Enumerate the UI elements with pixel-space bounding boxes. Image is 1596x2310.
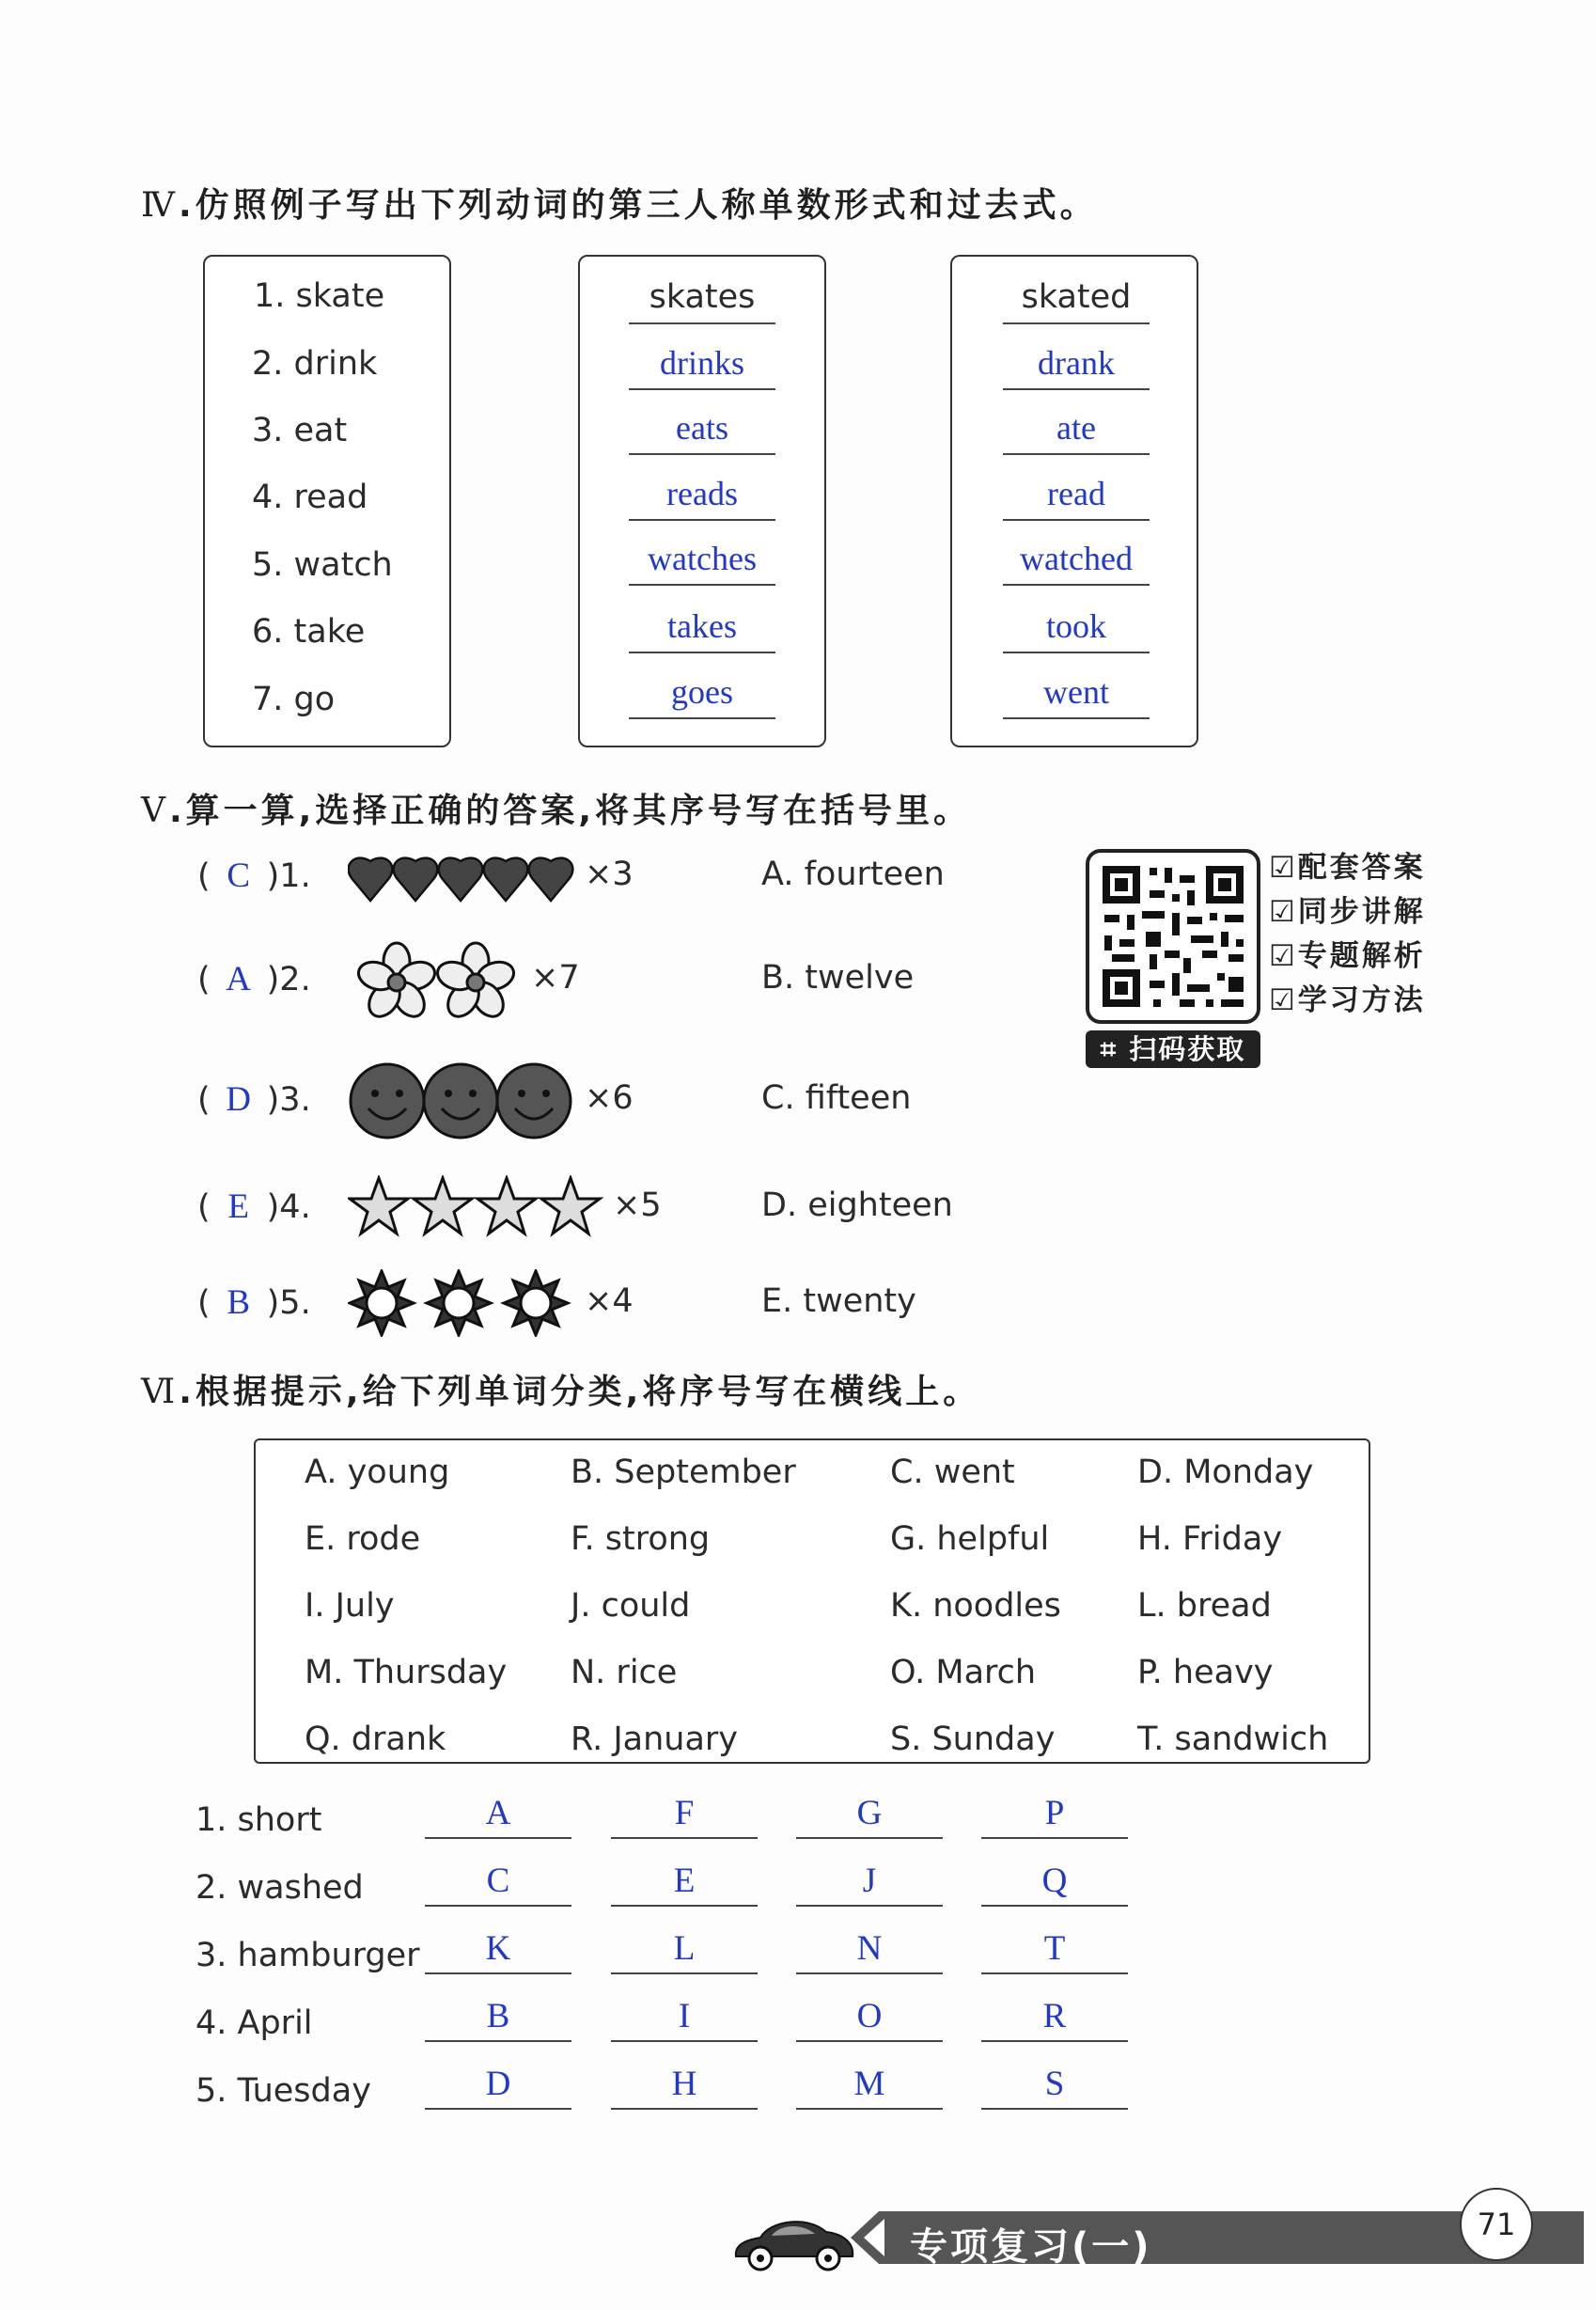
question-2-mult: ×7: [531, 959, 580, 997]
option-a: A. fourteen: [761, 856, 945, 893]
option-c: C. fifteen: [761, 1079, 912, 1117]
question-3: ( D )3.: [197, 1080, 311, 1119]
qr-feature-4: ☑学习方法: [1269, 983, 1426, 1017]
verb-2: 2. drink: [252, 345, 378, 383]
hearts-icon: [348, 850, 578, 904]
answer-blank[interactable]: F: [611, 1790, 758, 1839]
past-6[interactable]: took: [1001, 601, 1151, 653]
option-d: D. eighteen: [761, 1186, 953, 1224]
answer-blank[interactable]: A: [425, 1790, 571, 1839]
answer-2[interactable]: A: [226, 960, 252, 998]
answer-blank[interactable]: N: [796, 1925, 943, 1974]
answer-3[interactable]: D: [226, 1080, 252, 1119]
question-5-mult: ×4: [585, 1282, 634, 1320]
qr-feature-3: ☑专题解析: [1269, 939, 1426, 973]
question-5: ( B )5.: [197, 1283, 311, 1322]
word: E. rode: [305, 1520, 421, 1558]
check-icon: ☑: [1269, 939, 1298, 973]
section5-title: [141, 784, 971, 832]
answer-blank[interactable]: E: [611, 1858, 758, 1907]
section5-title-text: .算一算,选择正确的答案,将其序号写在括号里。: [169, 792, 972, 830]
section4-title: [141, 179, 1098, 227]
past-2[interactable]: drank: [1001, 338, 1151, 390]
qr-feature-1: ☑配套答案: [1269, 851, 1426, 885]
third-person-2[interactable]: drinks: [627, 338, 777, 390]
word: Q. drank: [305, 1721, 446, 1758]
scan-button[interactable]: ⌗ 扫码获取: [1086, 1030, 1260, 1068]
section5-numeral: Ⅴ: [141, 792, 165, 830]
answer-blank[interactable]: P: [981, 1790, 1128, 1839]
past-1: skated: [1001, 272, 1151, 324]
word: F. strong: [571, 1520, 711, 1558]
answer-blank[interactable]: I: [611, 1993, 758, 2042]
third-person-box: [578, 255, 826, 747]
word: D. Monday: [1137, 1454, 1314, 1491]
word: O. March: [890, 1654, 1037, 1691]
word: H. Friday: [1137, 1520, 1283, 1558]
third-person-1: skates: [627, 272, 777, 324]
check-icon: ☑: [1269, 851, 1298, 885]
verb-3: 3. eat: [252, 412, 348, 449]
stars-icon: [348, 1175, 606, 1241]
answer-blank[interactable]: S: [981, 2061, 1128, 2110]
question-3-mult: ×6: [585, 1079, 634, 1117]
word: J. could: [571, 1587, 691, 1625]
past-4[interactable]: read: [1001, 468, 1151, 521]
word: C. went: [890, 1454, 1015, 1491]
category-label-4: 4. April: [196, 2004, 313, 2042]
word: B. September: [571, 1454, 796, 1491]
word-bank: [254, 1438, 1370, 1764]
section4-title-text: .仿照例子写出下列动词的第三人称单数形式和过去式。: [178, 186, 1098, 225]
answer-1[interactable]: C: [227, 856, 250, 895]
word: P. heavy: [1137, 1654, 1274, 1691]
answer-blank[interactable]: B: [425, 1993, 571, 2042]
question-4-mult: ×5: [613, 1186, 662, 1224]
past-3[interactable]: ate: [1001, 402, 1151, 455]
category-label-5: 5. Tuesday: [196, 2072, 371, 2110]
third-person-4[interactable]: reads: [627, 468, 777, 521]
question-1-mult: ×3: [585, 856, 634, 893]
verb-box: [203, 255, 451, 747]
word: S. Sunday: [890, 1721, 1056, 1758]
page-number: 71: [1460, 2188, 1533, 2261]
word: T. sandwich: [1137, 1721, 1329, 1758]
flowers-icon: [355, 940, 517, 1025]
category-label-1: 1. short: [196, 1801, 322, 1839]
qr-feature-list: [1269, 846, 1426, 1023]
answer-blank[interactable]: O: [796, 1993, 943, 2042]
third-person-3[interactable]: eats: [627, 402, 777, 455]
verb-6: 6. take: [252, 613, 366, 651]
word: I. July: [305, 1587, 395, 1625]
word: G. helpful: [890, 1520, 1050, 1558]
section6-title: [141, 1365, 980, 1413]
past-tense-box: [950, 255, 1198, 747]
answer-blank[interactable]: C: [425, 1858, 571, 1907]
qr-code[interactable]: [1086, 849, 1260, 1024]
third-person-5[interactable]: watches: [627, 533, 777, 586]
check-icon: ☑: [1269, 983, 1298, 1017]
verb-7: 7. go: [252, 681, 336, 718]
answer-4[interactable]: E: [227, 1187, 249, 1226]
question-2: ( A )2.: [197, 960, 311, 998]
option-b: B. twelve: [761, 959, 915, 997]
past-5[interactable]: watched: [1001, 533, 1151, 586]
word: M. Thursday: [305, 1654, 508, 1691]
qr-code-icon: [1086, 849, 1260, 1024]
verb-1: 1. skate: [254, 277, 385, 315]
answer-5[interactable]: B: [227, 1283, 250, 1322]
answer-blank[interactable]: T: [981, 1925, 1128, 1974]
suns-icon: [348, 1269, 573, 1337]
third-person-6[interactable]: takes: [627, 601, 777, 653]
answer-blank[interactable]: J: [796, 1858, 943, 1907]
answer-blank[interactable]: Q: [981, 1858, 1128, 1907]
verb-5: 5. watch: [252, 546, 393, 584]
option-e: E. twenty: [761, 1282, 916, 1320]
check-icon: ☑: [1269, 895, 1298, 929]
past-7[interactable]: went: [1001, 667, 1151, 719]
qr-feature-2: ☑同步讲解: [1269, 895, 1426, 929]
word: R. January: [571, 1721, 739, 1758]
footer-title: 专项复习(一): [910, 2225, 1152, 2269]
section6-numeral: Ⅵ: [141, 1373, 176, 1411]
answer-blank[interactable]: D: [425, 2061, 571, 2110]
answer-blank[interactable]: K: [425, 1925, 571, 1974]
word: A. young: [305, 1454, 450, 1491]
verb-4: 4. read: [252, 479, 368, 516]
question-1: ( C )1.: [197, 856, 311, 895]
scan-icon: ⌗: [1100, 1033, 1119, 1065]
answer-blank[interactable]: H: [611, 2061, 758, 2110]
section6-title-text: .根据提示,给下列单词分类,将序号写在横线上。: [179, 1373, 981, 1411]
third-person-7[interactable]: goes: [627, 667, 777, 719]
answer-blank[interactable]: M: [796, 2061, 943, 2110]
smiley-faces-icon: [348, 1061, 573, 1141]
category-label-3: 3. hamburger: [196, 1937, 420, 1974]
word: L. bread: [1137, 1587, 1272, 1625]
car-icon: [728, 2211, 860, 2273]
question-4: ( E )4.: [197, 1187, 311, 1226]
answer-blank[interactable]: G: [796, 1790, 943, 1839]
answer-blank[interactable]: R: [981, 1993, 1128, 2042]
word: N. rice: [571, 1654, 678, 1691]
answer-blank[interactable]: L: [611, 1925, 758, 1974]
category-label-2: 2. washed: [196, 1869, 364, 1907]
section4-numeral: Ⅳ: [141, 186, 175, 225]
word: K. noodles: [890, 1587, 1061, 1625]
